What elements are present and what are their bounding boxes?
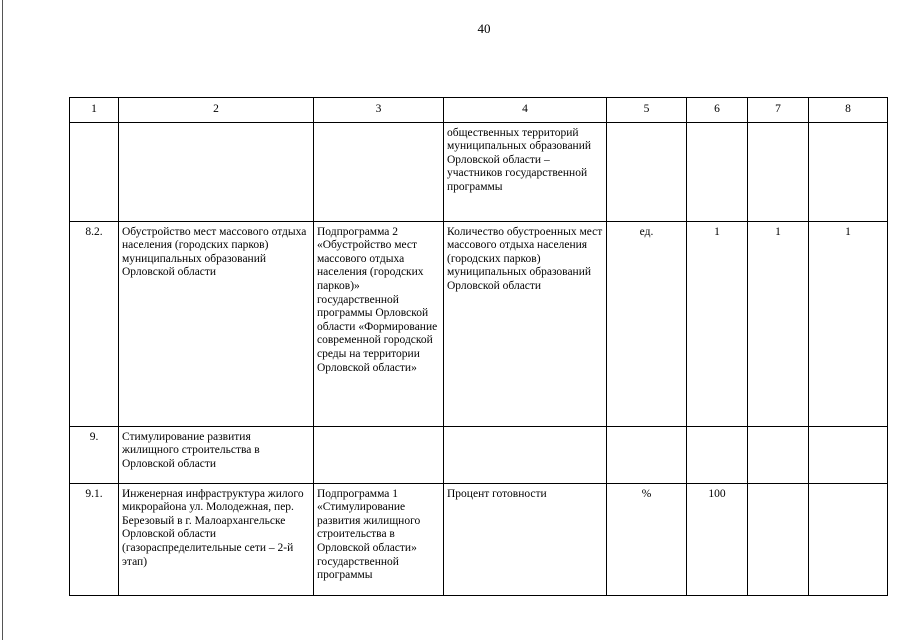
- row-indicator: общественных территорий муниципальных образований Орловской области – участников государственной программы: [444, 122, 607, 221]
- header-cell: 1: [70, 98, 119, 123]
- row-number: 9.1.: [70, 483, 119, 595]
- row-value-7: 1: [748, 221, 809, 426]
- row-value-7: [748, 426, 809, 483]
- row-value-6: 100: [687, 483, 748, 595]
- row-indicator: [444, 426, 607, 483]
- row-unit: ед.: [607, 221, 687, 426]
- row-value-6: 1: [687, 221, 748, 426]
- row-number: [70, 122, 119, 221]
- table-row: [70, 483, 888, 595]
- row-program: [314, 426, 444, 483]
- row-name: [119, 122, 314, 221]
- page-number: 40: [477, 21, 491, 36]
- header-cell: 4: [444, 98, 607, 123]
- row-name: Инженерная инфраструктура жилого микрорайона ул. Молодежная, пер. Березовый в г. Малоархангельске Орловской области (газораспределительные сети – 2-й этап): [119, 483, 314, 595]
- row-program: Подпрограмма 1 «Стимулирование развития жилищного строительства в Орловской области» государственной программы: [314, 483, 444, 595]
- header-cell: 8: [809, 98, 888, 123]
- row-unit: [607, 426, 687, 483]
- row-program: [314, 122, 444, 221]
- row-value-8: [809, 122, 888, 221]
- row-number: 9.: [70, 426, 119, 483]
- table-header-row: [70, 98, 888, 123]
- row-unit: %: [607, 483, 687, 595]
- row-value-7: [748, 122, 809, 221]
- row-name: Обустройство мест массового отдыха населения (городских парков) муниципальных образований Орловской области: [119, 221, 314, 426]
- row-value-6: [687, 122, 748, 221]
- row-program: Подпрограмма 2 «Обустройство мест массового отдыха населения (городских парков)» государственной программы Орловской области «Формирование современной городской среды на территории Орловской области»: [314, 221, 444, 426]
- page-edge-line: [2, 0, 3, 640]
- row-value-8: [809, 483, 888, 595]
- header-cell: 5: [607, 98, 687, 123]
- table-row: [70, 426, 888, 483]
- row-unit: [607, 122, 687, 221]
- row-indicator: Количество обустроенных мест массового отдыха населения (городских парков) муниципальных образований Орловской области: [444, 221, 607, 426]
- row-indicator: Процент готовности: [444, 483, 607, 595]
- table-row: [70, 122, 888, 221]
- row-name: Стимулирование развития жилищного строительства в Орловской области: [119, 426, 314, 483]
- header-cell: 2: [119, 98, 314, 123]
- row-value-6: [687, 426, 748, 483]
- table-row: [70, 221, 888, 426]
- row-value-8: [809, 426, 888, 483]
- data-table: [69, 97, 888, 596]
- header-cell: 6: [687, 98, 748, 123]
- header-cell: 3: [314, 98, 444, 123]
- row-number: 8.2.: [70, 221, 119, 426]
- row-value-8: 1: [809, 221, 888, 426]
- header-cell: 7: [748, 98, 809, 123]
- row-value-7: [748, 483, 809, 595]
